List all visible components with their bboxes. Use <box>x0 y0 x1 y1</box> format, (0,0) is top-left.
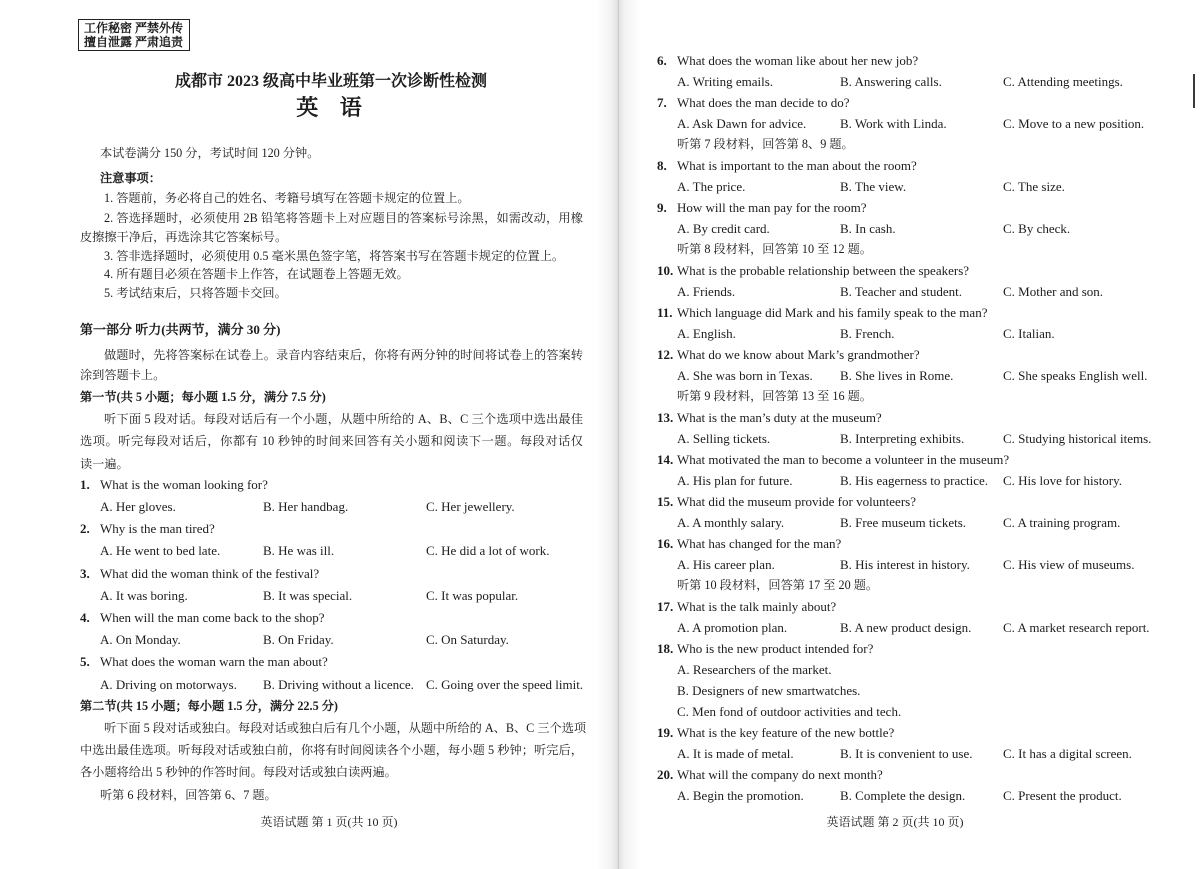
question-1 <box>80 476 600 494</box>
option-b: B. Designers of new smartwatches. <box>677 683 861 698</box>
question-text: What is the talk mainly about? <box>677 599 837 614</box>
question-8-options <box>657 176 1177 197</box>
question-text: What does the woman warn the man about? <box>100 654 328 669</box>
part-heading: 第一部分 听力(共两节，满分 30 分) <box>80 322 281 337</box>
question-text: What has changed for the man? <box>677 536 842 551</box>
question-6-options <box>657 71 1177 92</box>
question-text: How will the man pay for the room? <box>677 200 867 215</box>
question-number: 20. <box>657 767 674 782</box>
option-b: B. On Friday. <box>263 632 334 647</box>
option-c: C. On Saturday. <box>426 632 509 647</box>
question-17-options <box>657 617 1177 638</box>
question-3 <box>80 565 600 583</box>
option-b: B. Interpreting exhibits. <box>840 431 965 446</box>
question-text: What is the probable relationship between the speakers? <box>677 263 970 278</box>
option-b: B. Work with Linda. <box>840 116 947 131</box>
instruction-line: 涂到答题卡上。 <box>80 368 166 382</box>
option-a: A. Friends. <box>677 284 736 299</box>
option-b: B. Free museum tickets. <box>840 515 967 530</box>
question-14-options <box>657 470 1177 491</box>
option-b: B. French. <box>840 326 895 341</box>
option-b: B. Her handbag. <box>263 499 349 514</box>
option-a: A. His plan for future. <box>677 473 793 488</box>
option-c: C. Italian. <box>1003 326 1055 341</box>
question-number: 8. <box>657 158 667 173</box>
segment-instruction <box>657 386 1177 407</box>
question-3-options <box>80 587 600 605</box>
question-17 <box>657 596 1177 617</box>
question-11-options <box>657 323 1177 344</box>
option-b: B. Teacher and student. <box>840 284 962 299</box>
option-b: B. It was special. <box>263 588 353 603</box>
option-a: A. Writing emails. <box>677 74 774 89</box>
option-c: C. He did a lot of work. <box>426 543 550 558</box>
question-number: 6. <box>657 53 667 68</box>
option-b: B. Driving without a licence. <box>263 677 414 692</box>
section-heading: 第一节(共 5 小题；每小题 1.5 分，满分 7.5 分) <box>80 390 326 404</box>
exam-title: 成都市 2023 级高中毕业班第一次诊断性检测 <box>174 73 487 90</box>
confidential-stamp <box>78 19 190 51</box>
exam-intro: 本试卷满分 150 分，考试时间 120 分钟。 <box>100 146 320 160</box>
question-10-options <box>657 281 1177 302</box>
option-b: B. Answering calls. <box>840 74 942 89</box>
question-11 <box>657 302 1177 323</box>
question-text: Who is the new product intended for? <box>677 641 874 656</box>
question-number: 5. <box>80 654 90 669</box>
option-c: C. By check. <box>1003 221 1071 236</box>
option-b: B. He was ill. <box>263 543 335 558</box>
option-c: C. Men fond of outdoor activities and tech. <box>677 704 902 719</box>
question-number: 16. <box>657 536 674 551</box>
option-a: A. By credit card. <box>677 221 770 236</box>
option-c: C. A market research report. <box>1003 620 1150 635</box>
option-a: A. Researchers of the market. <box>677 662 832 677</box>
option-c: C. A training program. <box>1003 515 1121 530</box>
segment-instruction <box>657 134 1177 155</box>
question-5-options <box>80 676 600 694</box>
question-text: What is the woman looking for? <box>100 477 268 492</box>
stamp-line: 工作秘密 严禁外传 <box>83 21 183 35</box>
question-text: What is the key feature of the new bottle? <box>677 725 895 740</box>
question-number: 19. <box>657 725 674 740</box>
option-a: A. Ask Dawn for advice. <box>677 116 807 131</box>
question-14 <box>657 449 1177 470</box>
option-c: C. Mother and son. <box>1003 284 1104 299</box>
question-text: What did the museum provide for volunteers? <box>677 494 916 509</box>
question-number: 11. <box>657 305 673 320</box>
question-7-options <box>657 113 1177 134</box>
question-text: What will the company do next month? <box>677 767 883 782</box>
scan-edge-mark <box>1193 74 1195 108</box>
instruction-line: 听下面 5 段对话。每段对话后有一个小题，从题中所给的 A、B、C 三个选项中选出最佳 <box>104 412 583 426</box>
question-6 <box>657 50 1177 71</box>
question-text: What do we know about Mark’s grandmother? <box>677 347 920 362</box>
notice-heading: 注意事项： <box>100 171 161 185</box>
question-16-options <box>657 554 1177 575</box>
question-2-options <box>80 542 600 560</box>
question-19-options <box>657 743 1177 764</box>
page-footer: 英语试题 第 1 页(共 10 页) <box>260 815 398 829</box>
question-4-options <box>80 631 600 649</box>
question-19 <box>657 722 1177 743</box>
question-20 <box>657 764 1177 785</box>
question-2 <box>80 520 600 538</box>
question-4 <box>80 609 600 627</box>
question-7 <box>657 92 1177 113</box>
question-text: What did the woman think of the festival? <box>100 566 320 581</box>
question-18-option-a-row <box>657 659 1177 680</box>
question-12 <box>657 344 1177 365</box>
option-c: C. Attending meetings. <box>1003 74 1123 89</box>
option-c: C. It has a digital screen. <box>1003 746 1132 761</box>
question-number: 13. <box>657 410 674 425</box>
question-20-options <box>657 785 1177 806</box>
stamp-line: 擅自泄露 严肃追责 <box>83 35 183 49</box>
option-c: C. Going over the speed limit. <box>426 677 584 692</box>
question-number: 9. <box>657 200 667 215</box>
option-c: C. The size. <box>1003 179 1065 194</box>
option-a: A. She was born in Texas. <box>677 368 813 383</box>
option-a: A. His career plan. <box>677 557 775 572</box>
option-b: B. Complete the design. <box>840 788 966 803</box>
question-number: 14. <box>657 452 674 467</box>
question-12-options <box>657 365 1177 386</box>
notice-line: 2. 答选择题时，必须使用 2B 铅笔将答题卡上对应题目的答案标号涂黑，如需改动，用橡 <box>104 211 583 225</box>
segment-instruction <box>657 239 1177 260</box>
option-b: B. She lives in Rome. <box>840 368 954 383</box>
question-text: What motivated the man to become a volunteer in the museum? <box>677 452 1010 467</box>
option-a: A. A promotion plan. <box>677 620 788 635</box>
question-number: 18. <box>657 641 674 656</box>
notice-line: 皮擦擦干净后，再选涂其它答案标号。 <box>80 230 288 244</box>
question-10 <box>657 260 1177 281</box>
option-c: C. Present the product. <box>1003 788 1122 803</box>
option-a: A. Begin the promotion. <box>677 788 804 803</box>
question-number: 4. <box>80 610 90 625</box>
question-8 <box>657 155 1177 176</box>
question-number: 2. <box>80 521 90 536</box>
question-column <box>657 50 1177 806</box>
segment-instruction: 听第 6 段材料，回答第 6、7 题。 <box>100 788 277 802</box>
question-number: 15. <box>657 494 674 509</box>
instruction-line: 听下面 5 段对话或独白。每段对话或独白后有几个小题，从题中所给的 A、B、C 三个选项 <box>104 721 587 735</box>
option-c: C. Move to a new position. <box>1003 116 1145 131</box>
option-b: B. The view. <box>840 179 907 194</box>
question-text: Why is the man tired? <box>100 521 215 536</box>
option-a: A. English. <box>677 326 736 341</box>
option-a: A. It was boring. <box>100 588 188 603</box>
option-a: A. Selling tickets. <box>677 431 771 446</box>
option-b: B. His interest in history. <box>840 557 970 572</box>
question-number: 3. <box>80 566 90 581</box>
question-number: 12. <box>657 347 674 362</box>
option-a: A. It is made of metal. <box>677 746 794 761</box>
question-5 <box>80 653 600 671</box>
question-15 <box>657 491 1177 512</box>
question-number: 1. <box>80 477 90 492</box>
question-9-options <box>657 218 1177 239</box>
segment-text: 听第 8 段材料，回答第 10 至 12 题。 <box>677 242 872 256</box>
instruction-line: 各小题将给出 5 秒钟的作答时间。每段对话或独白读两遍。 <box>80 765 397 779</box>
question-text: What does the woman like about her new job? <box>677 53 919 68</box>
notice-line: 5. 考试结束后，只将答题卡交回。 <box>104 286 287 300</box>
option-b: B. It is convenient to use. <box>840 746 973 761</box>
question-text: What is important to the man about the room? <box>677 158 917 173</box>
option-b: B. In cash. <box>840 221 896 236</box>
option-a: A. Driving on motorways. <box>100 677 237 692</box>
option-a: A. The price. <box>677 179 746 194</box>
segment-text: 听第 7 段材料，回答第 8、9 题。 <box>677 137 854 151</box>
question-9 <box>657 197 1177 218</box>
notice-line: 3. 答非选择题时，必须使用 0.5 毫米黑色签字笔，将答案书写在答题卡规定的位置上。 <box>104 249 565 263</box>
question-15-options <box>657 512 1177 533</box>
question-number: 10. <box>657 263 674 278</box>
segment-text: 听第 9 段材料，回答第 13 至 16 题。 <box>677 389 872 403</box>
question-18 <box>657 638 1177 659</box>
subject-title: 英 语 <box>296 95 370 120</box>
question-text: What is the man’s duty at the museum? <box>677 410 882 425</box>
section-heading: 第二节(共 15 小题；每小题 1.5 分，满分 22.5 分) <box>80 699 338 713</box>
page-footer: 英语试题 第 2 页(共 10 页) <box>826 815 964 829</box>
instruction-line: 选项。听完每段对话后，你都有 10 秒钟的时间来回答有关小题和阅读下一题。每段对话仅 <box>80 434 583 448</box>
instruction-line: 读一遍。 <box>80 457 129 471</box>
segment-text: 听第 10 段材料，回答第 17 至 20 题。 <box>677 578 879 592</box>
page-2 <box>612 0 1200 869</box>
option-b: B. His eagerness to practice. <box>840 473 989 488</box>
question-13-options <box>657 428 1177 449</box>
option-c: C. Her jewellery. <box>426 499 515 514</box>
option-a: A. On Monday. <box>100 632 181 647</box>
notice-line: 1. 答题前，务必将自己的姓名、考籍号填写在答题卡规定的位置上。 <box>104 191 470 205</box>
option-c: C. She speaks English well. <box>1003 368 1148 383</box>
question-18-option-b-row <box>657 680 1177 701</box>
question-text: Which language did Mark and his family speak to the man? <box>677 305 988 320</box>
instruction-line: 做题时，先将答案标在试卷上。录音内容结束后，你将有两分钟的时间将试卷上的答案转 <box>104 348 583 362</box>
question-number: 17. <box>657 599 674 614</box>
segment-instruction <box>657 575 1177 596</box>
question-16 <box>657 533 1177 554</box>
question-1-options <box>80 498 600 516</box>
option-c: C. It was popular. <box>426 588 519 603</box>
option-c: C. His love for history. <box>1003 473 1123 488</box>
question-text: What does the man decide to do? <box>677 95 850 110</box>
option-c: C. His view of museums. <box>1003 557 1135 572</box>
question-text: When will the man come back to the shop? <box>100 610 325 625</box>
option-c: C. Studying historical items. <box>1003 431 1152 446</box>
option-a: A. Her gloves. <box>100 499 176 514</box>
question-18-option-c-row <box>657 701 1177 722</box>
question-13 <box>657 407 1177 428</box>
instruction-line: 中选出最佳选项。听每段对话或独白前，你将有时间阅读各个小题，每小题 5 秒钟；听完后， <box>80 743 583 757</box>
notice-line: 4. 所有题目必须在答题卡上作答，在试题卷上答题无效。 <box>104 267 409 281</box>
question-number: 7. <box>657 95 667 110</box>
option-a: A. A monthly salary. <box>677 515 785 530</box>
option-b: B. A new product design. <box>840 620 972 635</box>
option-a: A. He went to bed late. <box>100 543 221 558</box>
